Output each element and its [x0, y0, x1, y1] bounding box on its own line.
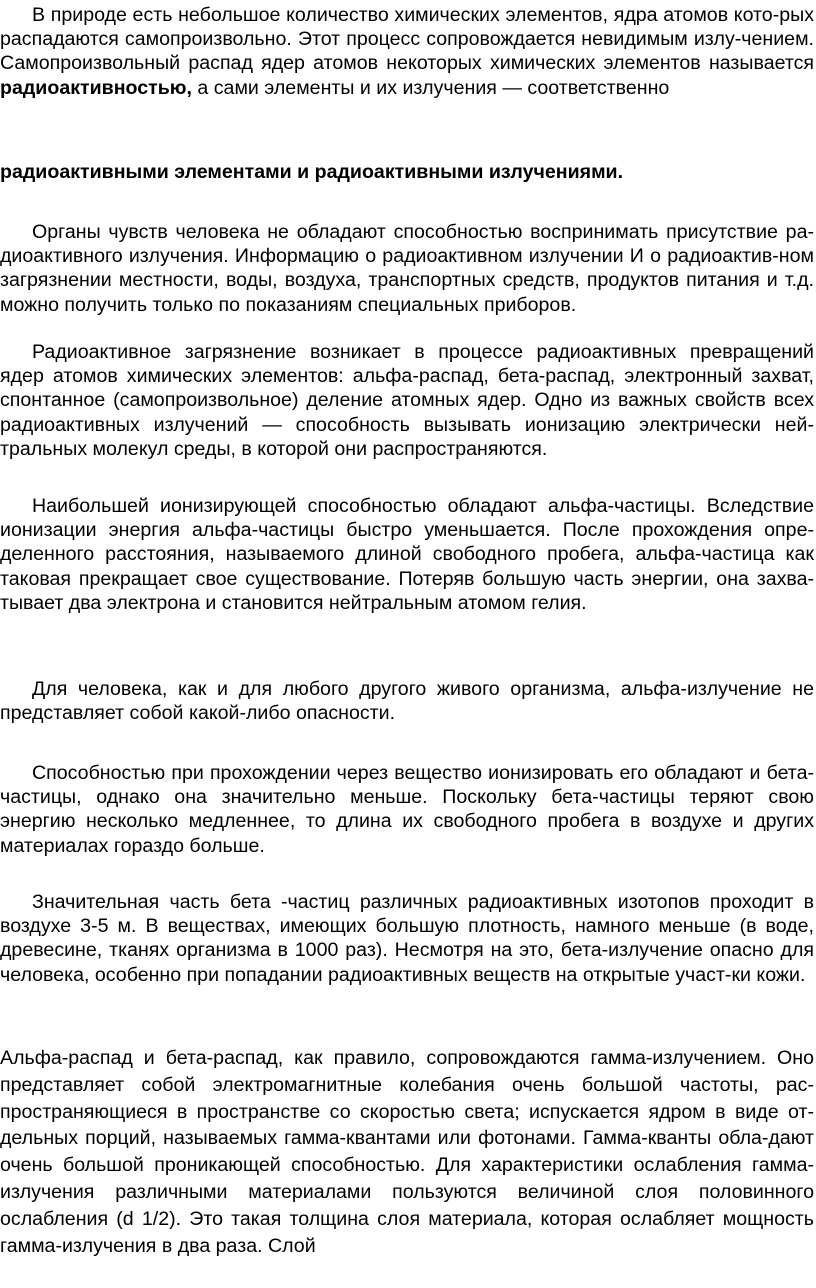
bold-heading: радиоактивными элементами и радиоактивными излучениями. — [0, 161, 624, 183]
paragraph-intro-text-end: а сами элементы и их излучения — соответственно — [191, 76, 670, 99]
paragraph-alpha-safety: Для человека, как и для любого другого живого организма, альфа-излучение не представляет собой какой-либо опасности. — [0, 678, 814, 725]
paragraph-alpha-ionization: Наибольшей ионизирующей способностью обладают альфа-частицы. Вследствие ионизации энергия альфа-частицы быстро уменьшается. После прохождения опре-деленного расстояния, называемого длиной свободного пробега, альфа-частица как таковая прекращает свое существование. Потеряв большую часть энергии, она захва-тывает два электрона и становится нейтральным атомом гелия. — [0, 495, 814, 614]
term-radioactivity: радиоактивностью, — [0, 76, 192, 99]
paragraph-intro-text: В природе есть небольшое количество химических элементов, ядра атомов кото-рых распадаются самопроизвольно. Этот процесс сопровождается невидимым излу-чением. Самопроизвольный распад ядер атомов некоторых химических элементов называется — [0, 4, 814, 75]
paragraph-intro — [0, 3, 814, 100]
paragraph-gamma: Альфа-распад и бета-распад, как правило, сопровождаются гамма-излучением. Оно представляет собой электромагнитные колебания очень большой частоты, рас-пространяющиеся в пространстве со скоростью света; испускается ядром в виде от-дельных порций, называемых гамма-квантами или фотонами. Гамма-кванты обла-дают очень большой проникающей способностью. Для характеристики ослабления гамма-излучения различными материалами пользуются величиной слоя половинного ослабления (d 1/2). Это такая толщина слоя материала, которая ослабляет мощность гамма-излучения в два раза. Слой — [0, 1047, 814, 1257]
paragraph-beta-range: Значительная часть бета -частиц различных радиоактивных изотопов проходит в воздухе 3-5 м. В веществах, имеющих большую плотность, намного меньше (в воде, древесине, тканях организма в 1000 раз). Несмотря на это, бета-излучение опасно для человека, особенно при попадании радиоактивных веществ на открытые участ-ки кожи. — [0, 891, 814, 986]
paragraph-contamination: Радиоактивное загрязнение возникает в процессе радиоактивных превращений ядер атомов химических элементов: альфа-распад, бета-распад, электронный захват, спонтанное (самопроизвольное) деление атомных ядер. Одно из важных свойств всех радиоактивных излучений — способность вызывать ионизацию электрически ней-тральных молекул среды, в которой они распространяются. — [0, 341, 814, 460]
paragraph-beta-particles: Способностью при прохождении через вещество ионизировать его обладают и бета-частицы, однако она значительно меньше. Поскольку бета-частицы теряют свою энергию несколько медленнее, то длина их свободного пробега в воздухе и других материалах гораздо больше. — [0, 762, 814, 857]
paragraph-senses: Органы чувств человека не обладают способностью воспринимать присутствие ра-диоактивного излучения. Информацию о радиоактивном излучении И о радиоактив-ном загрязнении местности, воды, воздуха, транспортных средств, продуктов питания и т.д. можно получить только по показаниям специальных приборов. — [0, 221, 814, 316]
